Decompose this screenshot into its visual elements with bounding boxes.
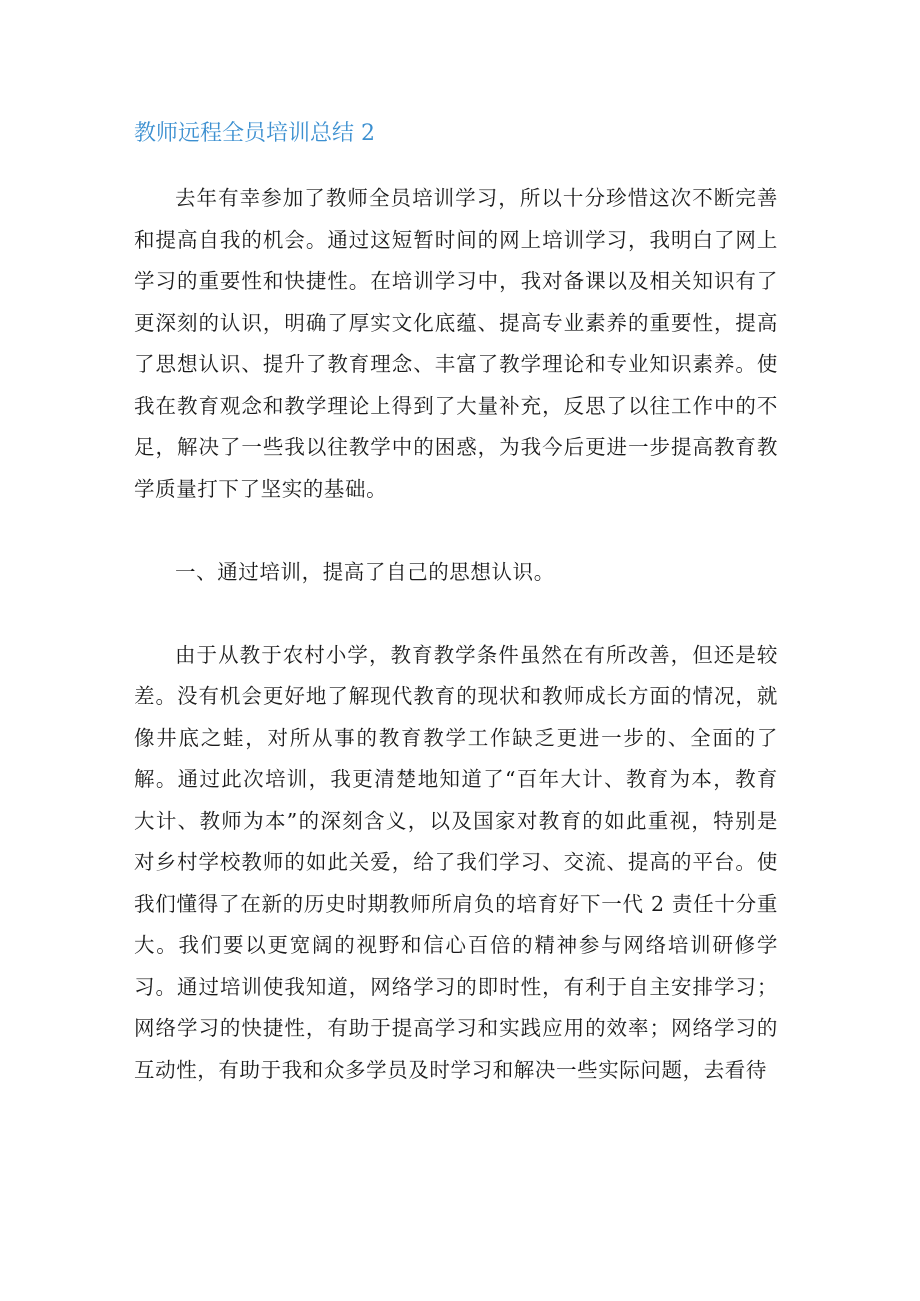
intro-paragraph: 去年有幸参加了教师全员培训学习，所以十分珍惜这次不断完善和提高自我的机会。通过这短暂时间的网上培训学习，我明白了网上学习的重要性和快捷性。在培训学习中，我对备课以及相关知识有了更深刻的认识，明确了厚实文化底蕴、提高专业素养的重要性，提高了思想认识、提升了教育理念、丰富了教学理论和专业知识素养。使我在教育观念和教学理论上得到了大量补充，反思了以往工作中的不足，解决了一些我以往教学中的困惑，为我今后更进一步提高教育教学质量打下了坚实的基础。 — [134, 186, 778, 501]
document-title: 教师远程全员培训总结 2 — [134, 121, 375, 146]
section-heading-1: 一、通过培训，提高了自己的思想认识。 — [175, 559, 555, 584]
document-body — [134, 178, 778, 1133]
section-1-paragraph: 由于从教于农村小学，教育教学条件虽然在有所改善，但还是较差。没有机会更好地了解现代教育的现状和教师成长方面的情况，就像井底之蛙，对所从事的教育教学工作缺乏更进一步的、全面的了解。通过此次培训，我更清楚地知道了“百年大计、教育为本，教育大计、教师为本”的深刻含义，以及国家对教育的如此重视，特别是对乡村学校教师的如此关爱，给了我们学习、交流、提高的平台。使我们懂得了在新的历史时期教师所肩负的培育好下一代 2 责任十分重大。我们要以更宽阔的视野和信心百倍的精神参与网络培训研修学习。通过培训使我知道，网络学习的即时性，有利于自主安排学习；网络学习的快捷性，有助于提高学习和实践应用的效率；网络学习的互动性，有助于我和众多学员及时学习和解决一些实际问题，去看待 — [134, 642, 778, 1082]
